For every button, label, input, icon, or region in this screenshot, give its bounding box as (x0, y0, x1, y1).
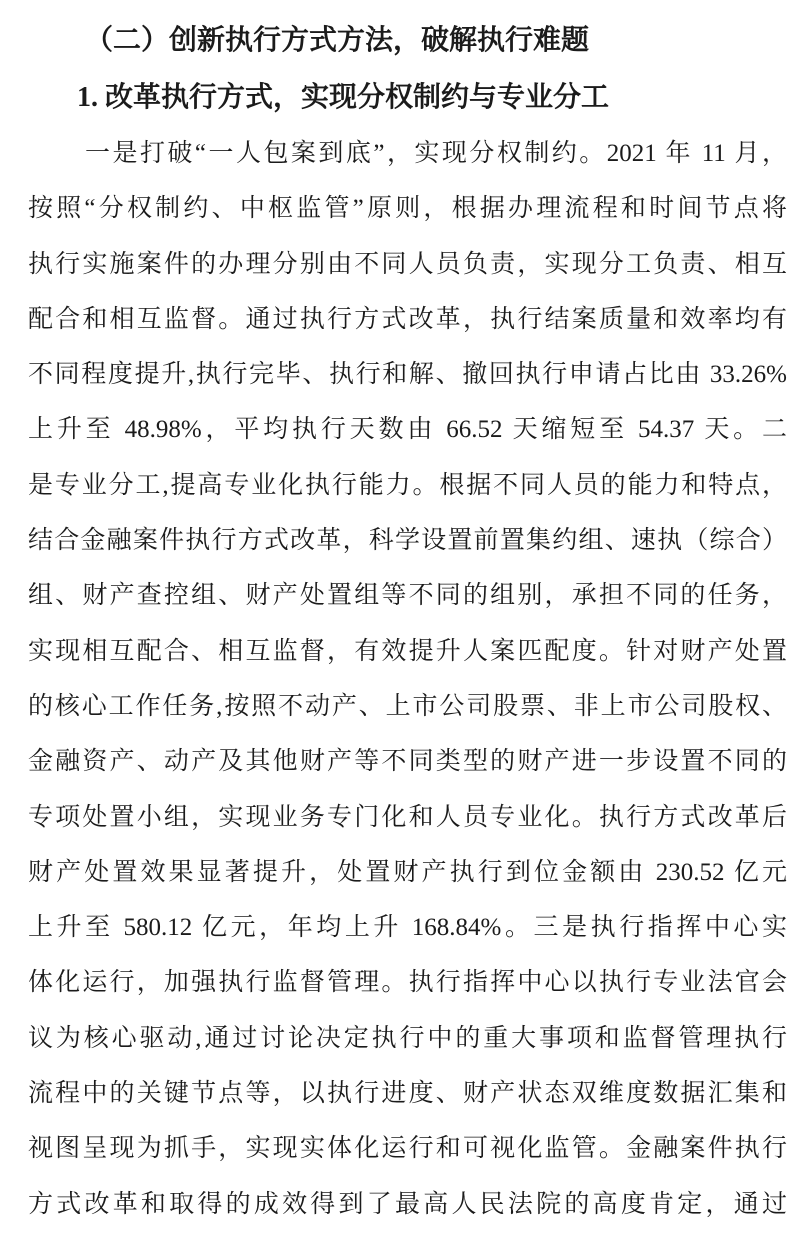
body-paragraph (28, 126, 787, 1232)
paragraph-line: 实现相互配合、相互监督，有效提升人案匹配度。针对财产处置 (28, 637, 787, 665)
paragraph-line: 上升至 580.12 亿元，年均上升 168.84%。三是执行指挥中心实 (28, 914, 787, 942)
paragraph-line: 体化运行，加强执行监督管理。执行指挥中心以执行专业法官会 (28, 969, 787, 997)
paragraph-line: 结合金融案件执行方式改革，科学设置前置集约组、速执（综合） (28, 527, 787, 555)
paragraph-line: 按照“分权制约、中枢监管”原则，根据办理流程和时间节点将 (28, 195, 787, 223)
paragraph-line: 一是打破“一人包案到底”，实现分权制约。2021 年 11 月， (85, 140, 787, 167)
paragraph-line: 执行实施案件的办理分别由不同人员负责，实现分工负责、相互 (28, 250, 787, 278)
paragraph-line: 财产处置效果显著提升，处置财产执行到位金额由 230.52 亿元 (28, 858, 787, 886)
sub-heading: 1. 改革执行方式，实现分权制约与专业分工 (77, 82, 610, 113)
paragraph-line: 议为核心驱动,通过讨论决定执行中的重大事项和监督管理执行 (28, 1024, 787, 1052)
paragraph-line: 流程中的关键节点等，以执行进度、财产状态双维度数据汇集和 (28, 1080, 787, 1108)
paragraph-line: 的核心工作任务,按照不动产、上市公司股票、非上市公司股权、 (28, 692, 787, 720)
paragraph-line: 不同程度提升,执行完毕、执行和解、撤回执行申请占比由 33.26% (28, 361, 787, 389)
paragraph-line: 组、财产查控组、财产处置组等不同的组别，承担不同的任务， (28, 582, 787, 610)
paragraph-line: 金融资产、动产及其他财产等不同类型的财产进一步设置不同的 (28, 748, 787, 776)
paragraph-line: 上升至 48.98%，平均执行天数由 66.52 天缩短至 54.37 天。二 (28, 416, 787, 444)
section-heading: （二）创新执行方式方法，破解执行难题 (85, 25, 590, 56)
paragraph-line: 视图呈现为抓手，实现实体化运行和可视化监管。金融案件执行 (28, 1135, 787, 1163)
paragraph-line: 是专业分工,提高专业化执行能力。根据不同人员的能力和特点， (28, 471, 787, 499)
paragraph-line: 方式改革和取得的成效得到了最高人民法院的高度肯定，通过 (28, 1190, 787, 1218)
paragraph-line: 专项处置小组，实现业务专门化和人员专业化。执行方式改革后 (28, 803, 787, 831)
paragraph-line: 配合和相互监督。通过执行方式改革，执行结案质量和效率均有 (28, 305, 787, 333)
